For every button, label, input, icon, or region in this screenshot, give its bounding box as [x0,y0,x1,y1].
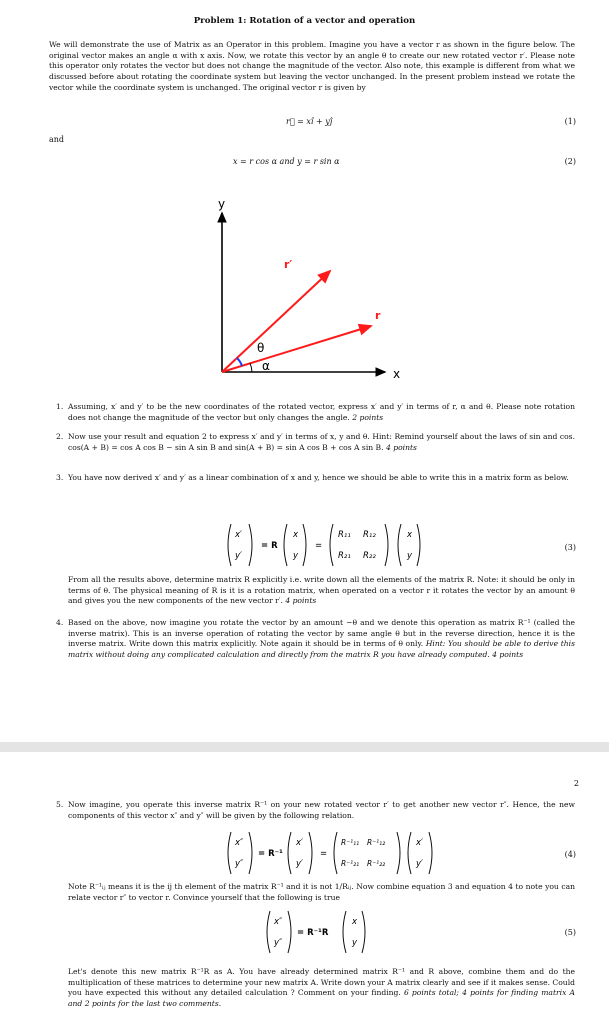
question-5-note [56,882,575,903]
eq4-y-prime-rhs: y′ [416,859,423,869]
eq3-x-prime: x′ [235,530,242,540]
question-4-number: 4. [56,618,64,627]
question-4-hint: Hint: You should be able to derive this matrix without doing any complicated calculation and directly from the matrix R you have already computed. [68,639,576,660]
eq4-r11: R⁻¹₁₁ [341,838,360,847]
equation-5-number: (5) [564,928,576,937]
question-3-continued [56,575,575,607]
eq3-r11: R₁₁ [338,530,351,540]
eq5-x-dprime: x″ [274,917,283,927]
question-5-number: 5. [56,800,64,809]
eq3-r21: R₂₁ [338,551,351,561]
alpha-arc [250,363,252,372]
question-3 [56,473,575,484]
eq4-y-dprime: y″ [235,859,244,869]
question-5-text: Now imagine, you operate this inverse matrix R⁻¹ on your new rotated vector r′ to get another new vector r″. Hence, the new components of this vector x″ and y″ will be given by the following relation. [68,800,575,820]
question-1 [56,402,575,423]
question-5-final-text: Let's denote this new matrix R⁻¹R as A. You have already determined matrix R⁻¹ and R above, combine them and do the multiplication of these matrices to determine your new matrix A. Write down your A matrix clearly and see if it makes sense. Could you have expected this without any detailed calculation ? Comment on your finding. [68,967,575,998]
equation-1-number: (1) [564,117,576,126]
question-5-final [56,967,575,1010]
x-axis-label: x [393,367,401,381]
theta-label: θ [257,341,265,355]
question-2 [56,432,575,453]
question-4-points: 4 points [492,650,524,660]
eq5-x: x [352,917,358,927]
question-1-text: Assuming, x′ and y′ to be the new coordinates of the rotated vector, express x′ and y′ in terms of r, α and θ. Please note rotation does not change the magnitude of the vector but only changes the angle. [68,402,575,422]
question-3-number: 3. [56,473,64,482]
page-divider [0,742,609,752]
question-1-number: 1. [56,402,64,411]
equation-5 [264,907,404,957]
eq4-x-prime-rhs: x′ [416,838,423,848]
equation-4 [225,828,455,878]
question-3-points: 4 points [285,596,317,606]
problem-title: Problem 1: Rotation of a vector and operation [193,16,416,26]
question-1-points: 2 points [352,412,384,422]
intro-paragraph: We will demonstrate the use of Matrix as an Operator in this problem. Imagine you have a vector r as shown in the figure below. The original vector makes an angle α with x axis. Now, we rotate this vector by an angle θ to create our new rotated vector r′. Please note this operator only rotates the vector but does not change the magnitude of the vector. Also note, this example is different from what we discussed before about rotating the coordinate system but leaving the vector unchanged. In the present problem instead we rotate the vector while the coordinate system is unchanged. The original vector r is given by [49,40,575,92]
eq5-y: y [352,938,358,948]
question-3-continued-text: From all the results above, determine matrix R explicitly i.e. write down all the elements of the matrix R. Note: it should be only in terms of θ. The physical meaning of R is it is a rotation matrix, when operated on a vector r it rotates the vector by an amount θ and gives you the new components of the new vector r′. [68,575,575,606]
eq4-r22: R⁻¹₂₂ [367,859,386,868]
eq3-equals: = [315,541,323,551]
eq5-operator: = R⁻¹R [297,928,329,938]
page-number: 2 [573,779,579,788]
equation-2-number: (2) [564,157,576,166]
question-5-points: 6 points total; 4 points for finding matrix A and 2 points for the last two comments. [68,988,575,1009]
theta-arc [237,358,242,366]
question-5 [56,800,575,821]
eq4-x-prime: x′ [296,838,303,848]
eq3-r12: R₁₂ [363,530,376,540]
eq3-y-prime: y′ [235,551,242,561]
eq4-operator: = R⁻¹ [258,849,283,859]
r-label: r [375,309,381,322]
eq4-y-prime: y′ [296,859,303,869]
question-4 [56,618,575,661]
vector-r-prime [222,271,330,372]
eq3-y-rhs: y [407,551,413,561]
y-axis-label: y [218,197,226,211]
equation-3 [225,520,455,570]
r-prime-label: r′ [284,258,293,271]
eq3-operator: = R [261,541,278,551]
alpha-label: α [262,359,270,373]
eq4-x-dprime: x″ [235,838,244,848]
question-4-text: Based on the above, now imagine you rotate the vector by an amount −θ and we denote this operation as matrix R⁻¹ (called the inverse matrix). This is an inverse operation of rotating the vector by same angle θ but in the reverse direction, hence it is the inverse matrix. Write down this matrix explicitly. Note again it should be in terms of θ only. [68,618,575,649]
rotation-figure [195,195,415,390]
question-5-note-text: Note R⁻¹ᵢⱼ means it is the ij th element of the matrix R⁻¹ and it is not 1/Rᵢⱼ. Now combine equation 3 and equation 4 to note you can relate vector r″ to vector r. Convince yourself that the following is true [68,882,575,902]
equation-4-number: (4) [564,850,576,859]
eq4-r21: R⁻¹₂₁ [341,859,360,868]
equation-3-number: (3) [564,543,576,552]
question-2-number: 2. [56,432,64,441]
vector-r [222,326,371,372]
eq5-y-dprime: y″ [274,938,283,948]
equation-2: x = r cos α and y = r sin α [233,157,340,166]
eq3-y: y [293,551,299,561]
eq3-r22: R₂₂ [363,551,376,561]
eq3-x-rhs: x [407,530,413,540]
eq3-x: x [293,530,299,540]
and-text: and [49,135,65,144]
eq4-equals: = [320,849,328,859]
question-2-text: Now use your result and equation 2 to express x′ and y′ in terms of x, y and θ. Hint: Remind yourself about the laws of sin and cos. cos(A + B) = cos A cos B − sin A sin B and sin(A + B) = sin A cos B + cos A sin B. [68,432,575,452]
equation-1: r⃗ = xî + yĵ [286,117,333,126]
page-2 [0,752,609,1024]
eq4-r12: R⁻¹₁₂ [367,838,386,847]
question-3-text: You have now derived x′ and y′ as a linear combination of x and y, hence we should be able to write this in a matrix form as below. [68,473,569,482]
question-2-points: 4 points [385,442,417,452]
